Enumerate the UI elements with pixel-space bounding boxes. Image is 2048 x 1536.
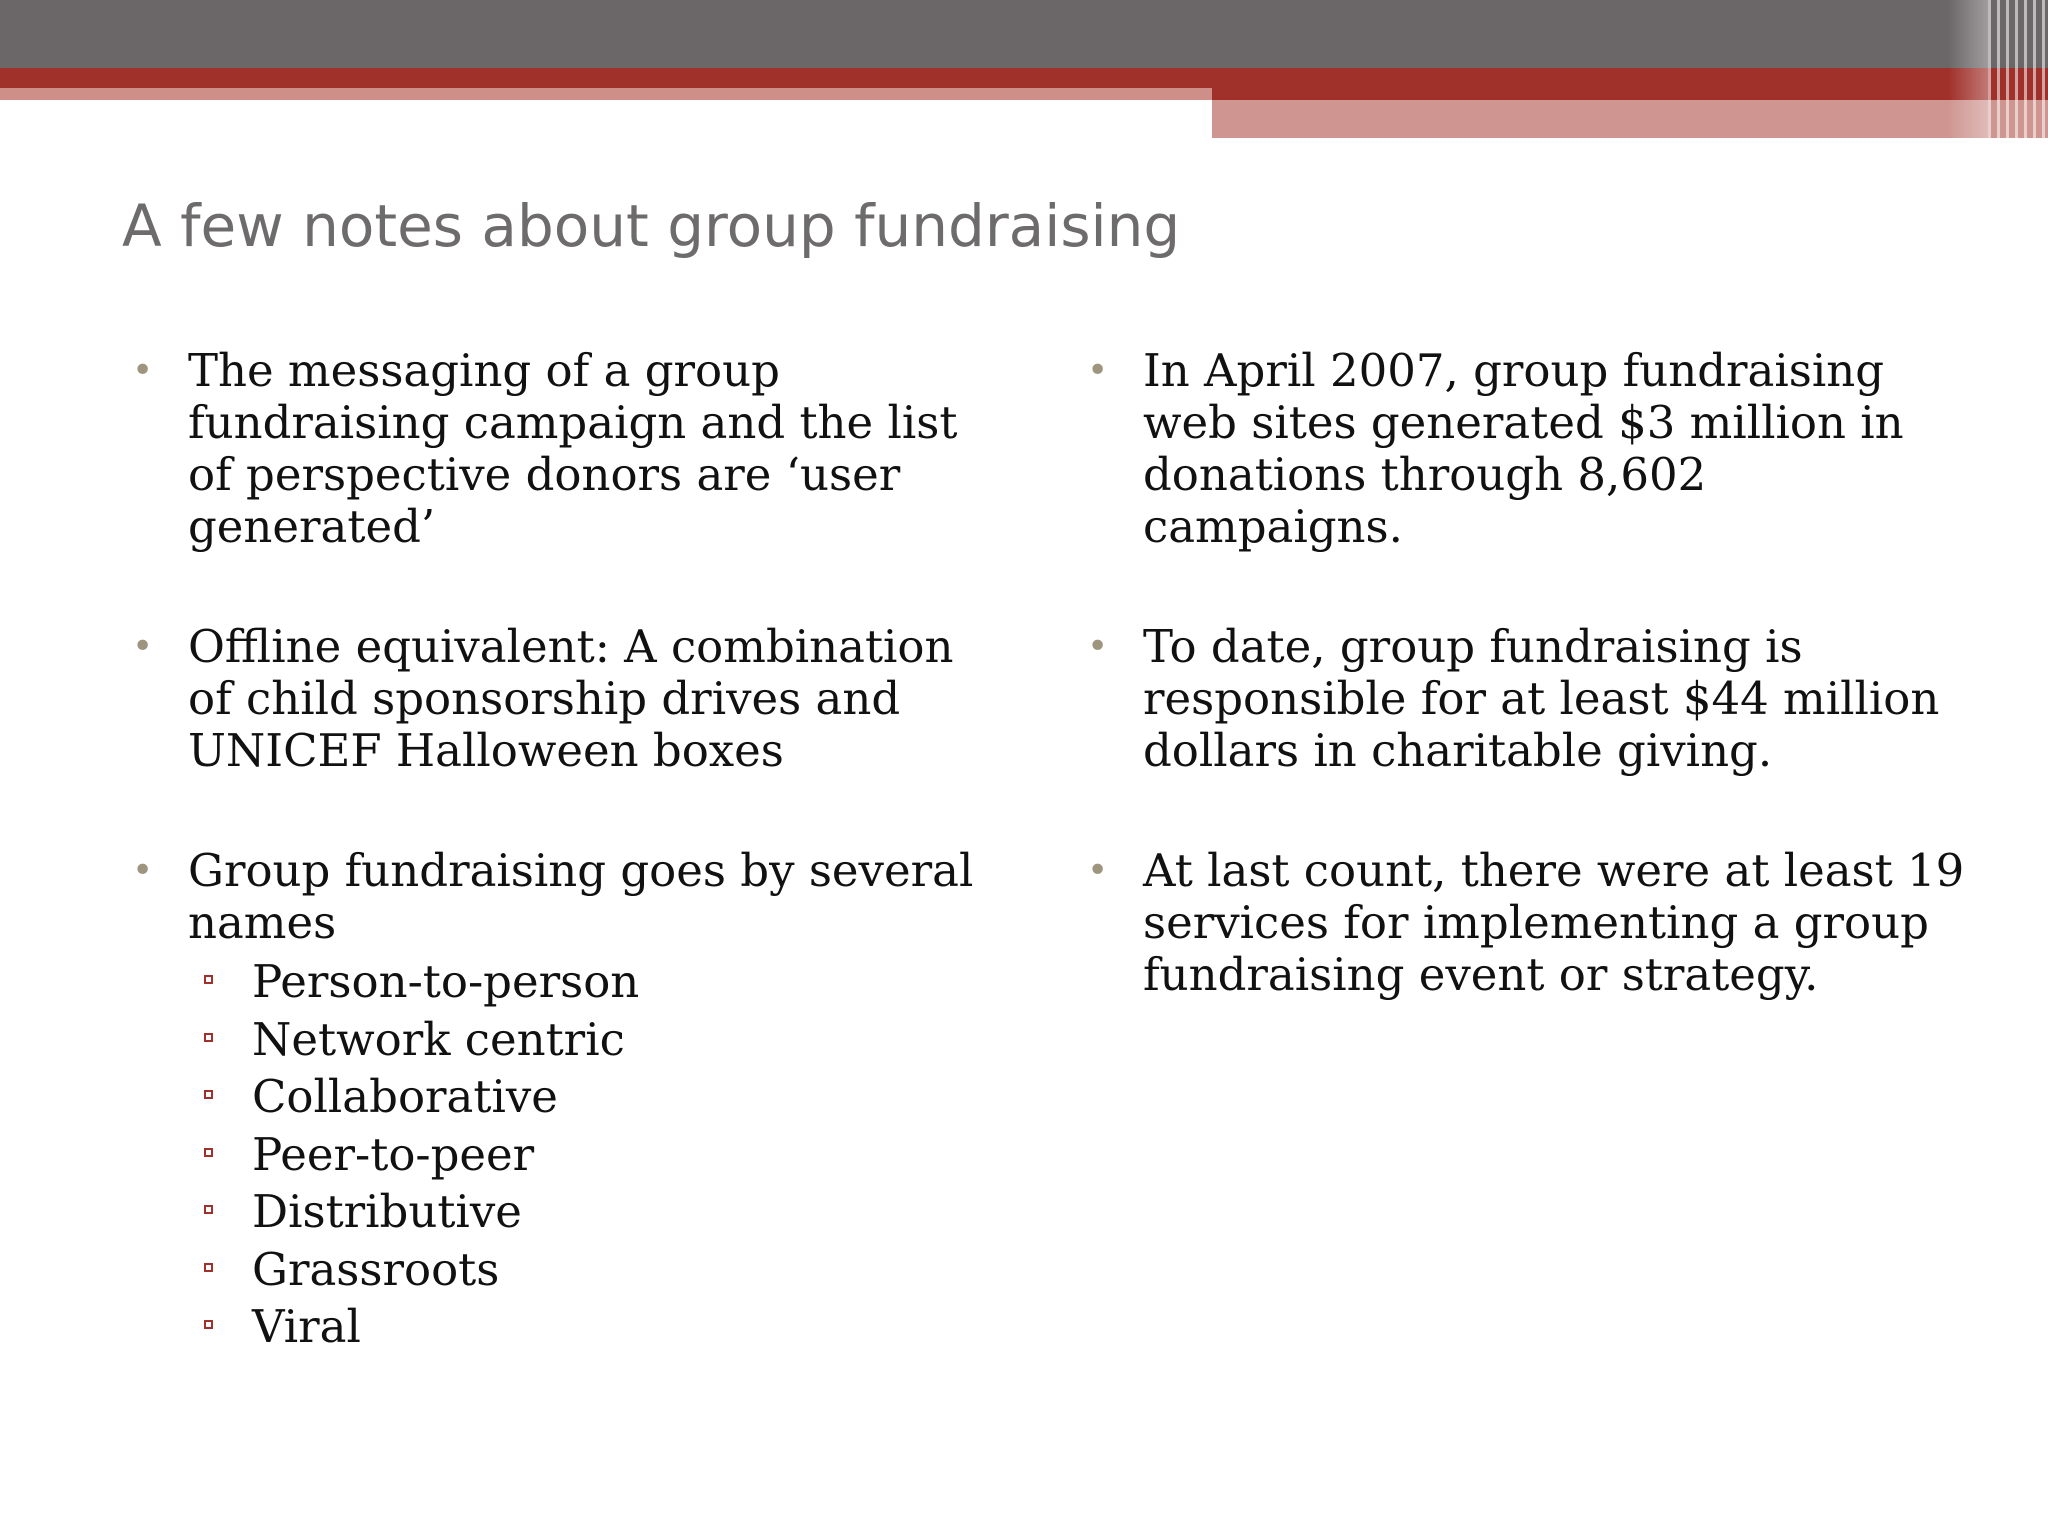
sub-bullet-text: Network centric	[252, 1012, 625, 1066]
sub-bullet-text: Distributive	[252, 1185, 522, 1238]
right-column	[1085, 345, 1965, 1069]
square-bullet-icon	[204, 1033, 213, 1042]
header-bar-pink-left	[0, 88, 1212, 100]
right-bullet-list	[1085, 345, 1965, 1001]
bullet-item	[130, 621, 1010, 777]
sub-bullet-text: Peer-to-peer	[252, 1127, 535, 1181]
sub-bullet-item	[188, 1068, 1010, 1126]
sub-bullet-list	[188, 953, 1010, 1356]
square-bullet-icon	[204, 1090, 213, 1099]
sub-bullet-item	[188, 1183, 1010, 1241]
bullet-dot-icon: •	[1087, 626, 1109, 667]
square-bullet-icon	[204, 975, 213, 984]
sub-bullet-item	[188, 953, 1010, 1011]
bullet-item	[1085, 345, 1965, 553]
sub-bullet-item	[188, 1011, 1010, 1069]
bullet-dot-icon: •	[1087, 350, 1109, 391]
sub-bullet-text: Grassroots	[252, 1242, 500, 1296]
slide-title: A few notes about group fundraising	[122, 192, 1181, 260]
square-bullet-icon	[204, 1148, 213, 1157]
bullet-dot-icon: •	[1087, 850, 1109, 891]
sub-bullet-text: Collaborative	[252, 1070, 558, 1123]
left-column	[130, 345, 1010, 1424]
header-bar-pink-right	[1212, 100, 2048, 138]
bullet-item	[130, 345, 1010, 553]
sub-bullet-item	[188, 1126, 1010, 1184]
bullet-text: At last count, there were at least 19 services for implementing a group fundraising event or strategy.	[1143, 844, 1965, 1001]
header-stripes-fade	[1948, 0, 1988, 138]
bullet-item	[1085, 621, 1965, 777]
header-bar-gray	[0, 0, 2048, 68]
sub-bullet-text: Person-to-person	[252, 955, 640, 1008]
bullet-text: In April 2007, group fundraising web sites generated $3 million in donations through 8,602 campaigns.	[1143, 344, 1904, 553]
bullet-text: To date, group fundraising is responsible for at least $44 million dollars in charitable giving.	[1143, 620, 1940, 777]
bullet-text: Group fundraising goes by several names	[188, 844, 974, 949]
bullet-item	[1085, 845, 1965, 1001]
bullet-dot-icon: •	[132, 350, 154, 391]
sub-bullet-item	[188, 1298, 1010, 1356]
bullet-text: The messaging of a group fundraising campaign and the list of perspective donors are ‘user generated’	[188, 344, 958, 553]
bullet-item	[130, 845, 1010, 1356]
bullet-dot-icon: •	[132, 626, 154, 667]
header-stripes	[1988, 0, 2048, 138]
square-bullet-icon	[204, 1263, 213, 1272]
bullet-dot-icon: •	[132, 850, 154, 891]
sub-bullet-item	[188, 1241, 1010, 1299]
square-bullet-icon	[204, 1205, 213, 1214]
square-bullet-icon	[204, 1320, 213, 1329]
bullet-text: Offline equivalent: A combination of child sponsorship drives and UNICEF Halloween boxes	[188, 620, 954, 777]
left-bullet-list	[130, 345, 1010, 1356]
sub-bullet-text: Viral	[252, 1300, 361, 1353]
